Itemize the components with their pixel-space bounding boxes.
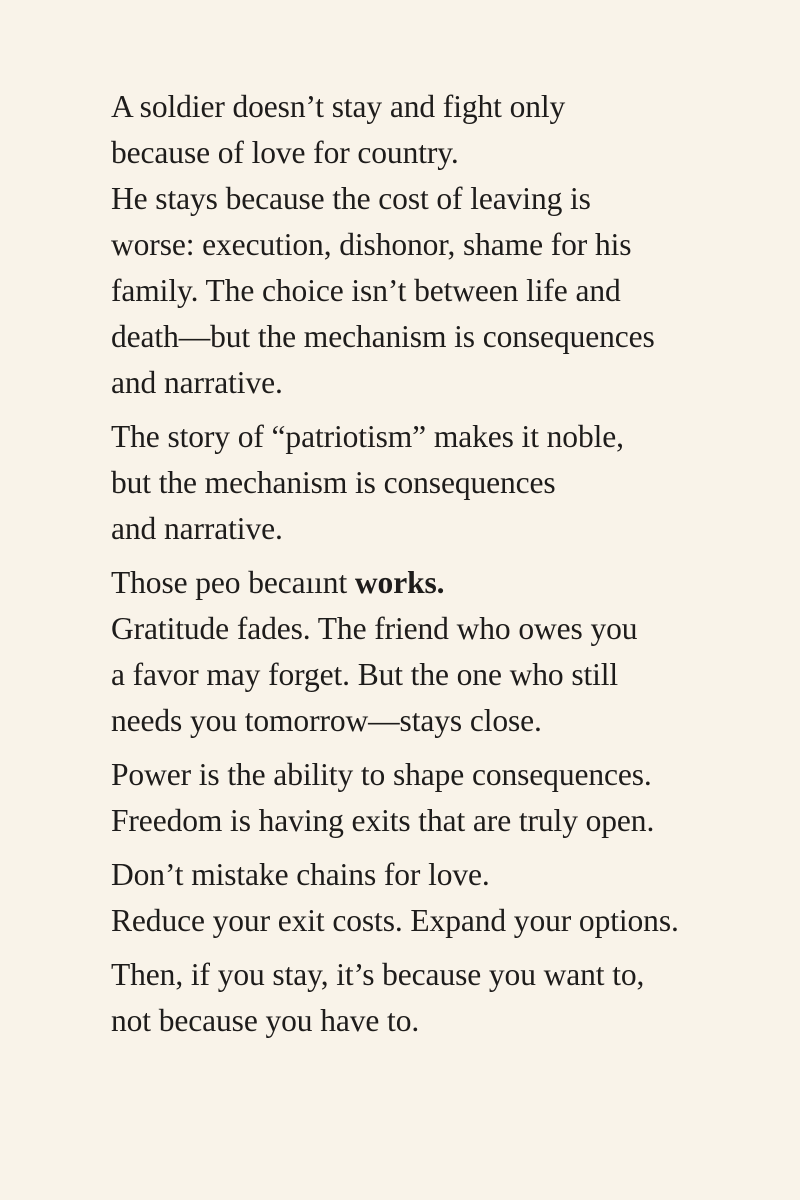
- text-line: but the mechanism is consequences: [111, 465, 556, 500]
- text-line: He stays because the cost of leaving is: [111, 181, 591, 216]
- text-line: Then, if you stay, it’s because you want to,: [111, 957, 645, 992]
- bold-text-fragment: works.: [354, 565, 445, 600]
- paragraph-chains: [111, 852, 771, 944]
- text-line: Reduce your exit costs. Expand your options.: [111, 903, 679, 938]
- text-line: and narrative.: [111, 511, 283, 546]
- text-line: worse: execution, dishonor, shame for his: [111, 227, 632, 262]
- paragraph-patriotism: [111, 414, 771, 552]
- text-line: because of love for country.: [111, 135, 459, 170]
- text-line-mixed: [111, 560, 771, 606]
- paragraph-stay: [111, 952, 771, 1044]
- text-line: The story of “patriotism” makes it noble,: [111, 419, 624, 454]
- paragraph-gratitude: [111, 560, 771, 744]
- text-line: needs you tomorrow—stays close.: [111, 703, 542, 738]
- text-line: Power is the ability to shape consequences.: [111, 757, 652, 792]
- text-line: family. The choice isn’t between life and: [111, 273, 621, 308]
- text-line: a favor may forget. But the one who still: [111, 657, 619, 692]
- paragraph-soldier: [111, 84, 771, 406]
- text-line: and narrative.: [111, 365, 283, 400]
- text-column: [111, 84, 771, 1052]
- text-line: Don’t mistake chains for love.: [111, 857, 490, 892]
- text-line: Freedom is having exits that are truly open.: [111, 803, 655, 838]
- paragraph-power: [111, 752, 771, 844]
- text-line: not because you have to.: [111, 1003, 420, 1038]
- text-fragment: Those peo becaıınt: [111, 565, 348, 600]
- text-line: Gratitude fades. The friend who owes you: [111, 611, 638, 646]
- text-line: A soldier doesn’t stay and fight only: [111, 89, 566, 124]
- text-line: death—but the mechanism is consequences: [111, 319, 655, 354]
